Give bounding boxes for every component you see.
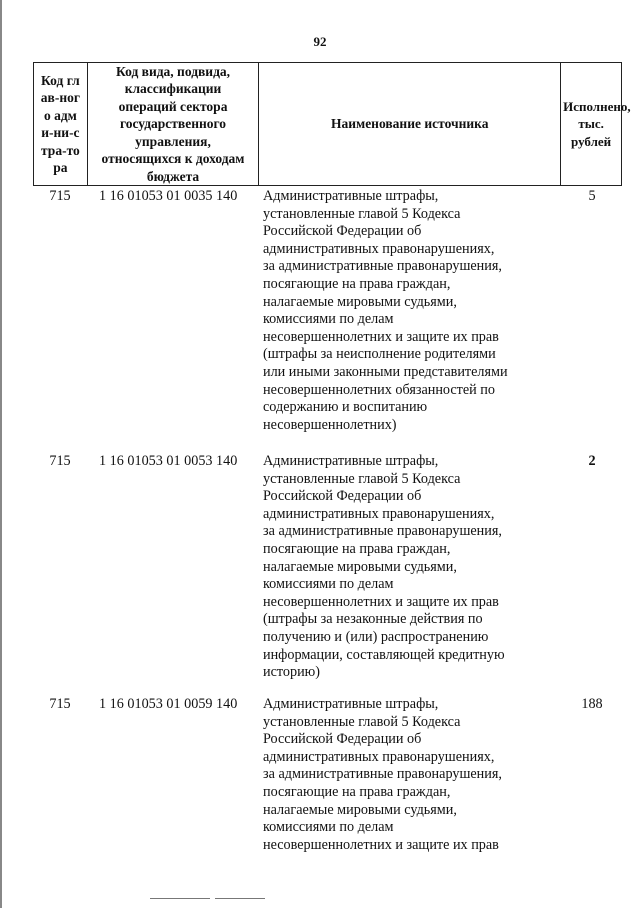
amount-cell: 188 xyxy=(581,696,603,712)
admin-code-cell: 715 xyxy=(49,453,71,469)
source-name-cell: Административные штрафы, установленные главой 5 Кодекса Российской Федерации об административных правонарушениях, за административные правонарушения, посягающие на права граждан, налагаемые мировыми судьями, комиссиями по делам несовершеннолетних и защите их прав xyxy=(263,696,502,853)
amount-cell: 2 xyxy=(588,453,596,469)
header-classification-code xyxy=(88,63,259,185)
classification-code-cell: 1 16 01053 01 0053 140 xyxy=(99,453,238,469)
header-executed-amount xyxy=(561,63,631,185)
scan-artifacts xyxy=(0,898,640,902)
scan-edge xyxy=(0,0,2,908)
source-name-cell: Административные штрафы, установленные главой 5 Кодекса Российской Федерации об административных правонарушениях, за административные правонарушения, посягающие на права граждан, налагаемые мировыми судьями, комиссиями по делам несовершеннолетних и защите их прав (штрафы за неисполнение родителями или иными законными представителями несовершеннолетних обязанностей по содержанию и воспитанию несовершеннолетних) xyxy=(263,188,508,433)
header-source-name xyxy=(259,63,561,185)
admin-code-cell: 715 xyxy=(49,696,71,712)
table-header xyxy=(33,62,631,186)
classification-code-cell: 1 16 01053 01 0035 140 xyxy=(99,188,238,204)
scan-mark xyxy=(150,898,210,899)
header-classification-code-text: Код вида, подвида, классификации операций сектора государственного управления, относящихся к доходам бюджета xyxy=(101,63,245,184)
source-name-cell: Административные штрафы, установленные главой 5 Кодекса Российской Федерации об административных правонарушениях, за административные правонарушения, посягающие на права граждан, налагаемые мировыми судьями, комиссиями по делам несовершеннолетних и защите их прав (штрафы за незаконные действия по получению и (или) распространению информации, составляющей кредитную историю) xyxy=(263,453,505,681)
header-admin-code-text: Код глав-ного адми-ни-стра-тора xyxy=(40,72,80,175)
header-source-name-text: Наименование источника xyxy=(330,116,489,132)
amount-cell: 5 xyxy=(588,188,596,204)
scan-mark xyxy=(215,898,265,899)
header-executed-amount-text: Исполнено, тыс. рублей xyxy=(563,98,631,149)
header-admin-code xyxy=(34,63,88,185)
admin-code-cell: 715 xyxy=(49,188,71,204)
page-number: 92 xyxy=(313,34,327,49)
classification-code-cell: 1 16 01053 01 0059 140 xyxy=(99,696,238,712)
